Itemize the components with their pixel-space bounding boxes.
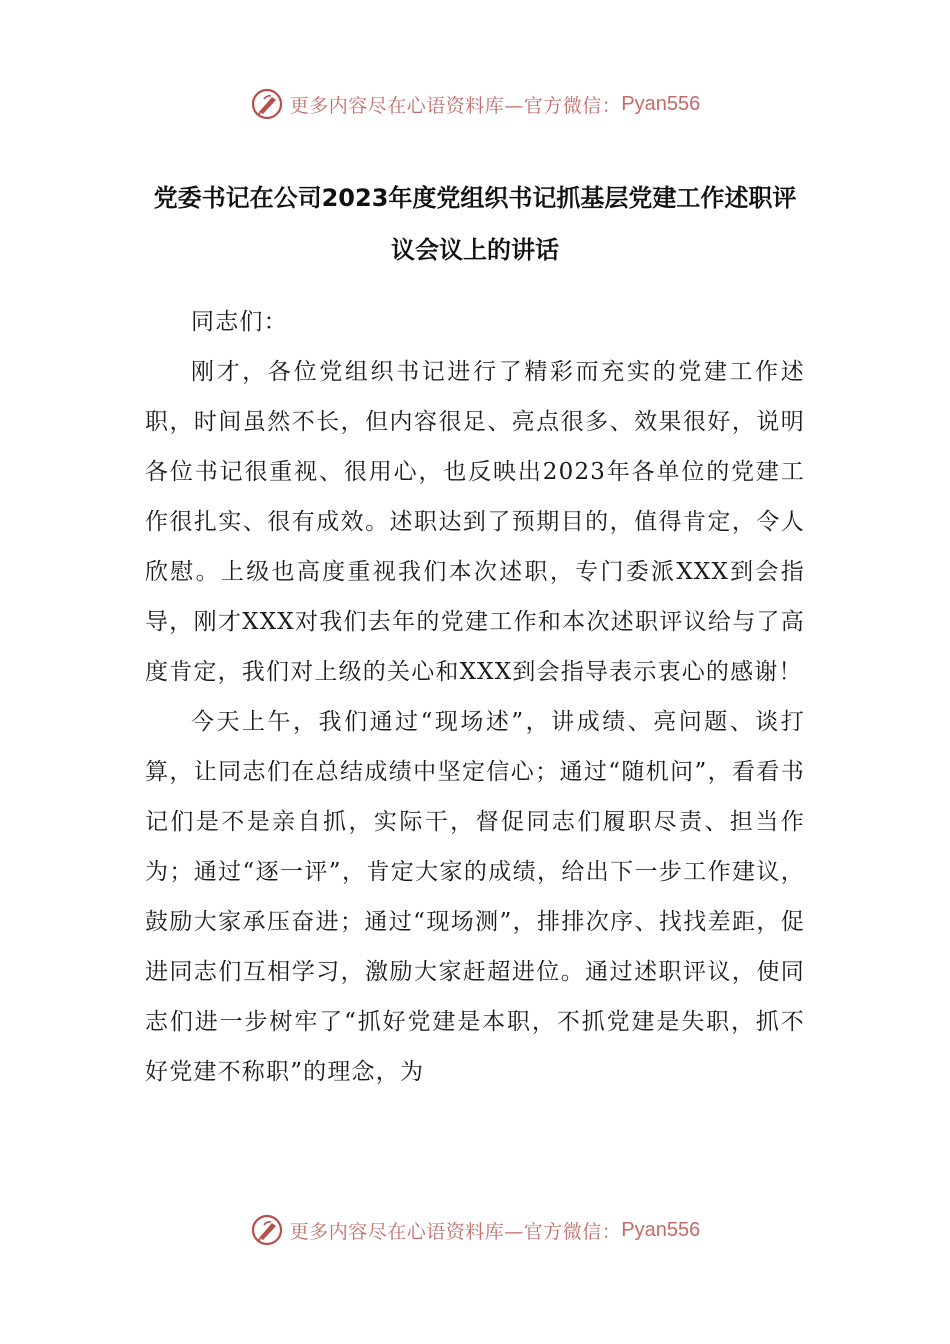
watermark-text: 更多内容尽在心语资料库—官方微信： — [289, 1220, 622, 1243]
watermark-text: 更多内容尽在心语资料库—官方微信： — [289, 94, 622, 117]
pen-logo-icon — [250, 87, 284, 121]
document-title: 党委书记在公司2023年度党组织书记抓基层党建工作述职评议会议上的讲话 — [153, 184, 797, 264]
pen-logo-icon — [250, 1213, 284, 1247]
salutation: 同志们： — [191, 309, 288, 335]
watermark-handle: Pyan556 — [621, 1218, 701, 1241]
watermark-header — [0, 84, 950, 124]
document-body — [145, 297, 805, 1097]
watermark-footer — [0, 1210, 950, 1250]
paragraph: 刚才，各位党组织书记进行了精彩而充实的党建工作述职，时间虽然不长，但内容很足、亮点很多、效果很好，说明各位书记很重视、很用心，也反映出2023年各单位的党建工作很扎实、很有成效。述职达到了预期目的，值得肯定，令人欣慰。上级也高度重视我们本次述职，专门委派XXX到会指导，刚才XXX对我们去年的党建工作和本次述职评议给与了高度肯定，我们对上级的关心和XXX到会指导表示衷心的感谢！ — [145, 359, 805, 685]
watermark-handle: Pyan556 — [621, 92, 701, 115]
paragraph: 今天上午，我们通过“现场述”，讲成绩、亮问题、谈打算，让同志们在总结成绩中坚定信心；通过“随机问”，看看书记们是不是亲自抓，实际干，督促同志们履职尽责、担当作为；通过“逐一评”，肯定大家的成绩，给出下一步工作建议，鼓励大家承压奋进；通过“现场测”，排排次序、找找差距，促进同志们互相学习，激励大家赶超进位。通过述职评议，使同志们进一步树牢了“抓好党建是本职，不抓党建是失职，抓不好党建不称职”的理念，为 — [145, 709, 805, 1085]
